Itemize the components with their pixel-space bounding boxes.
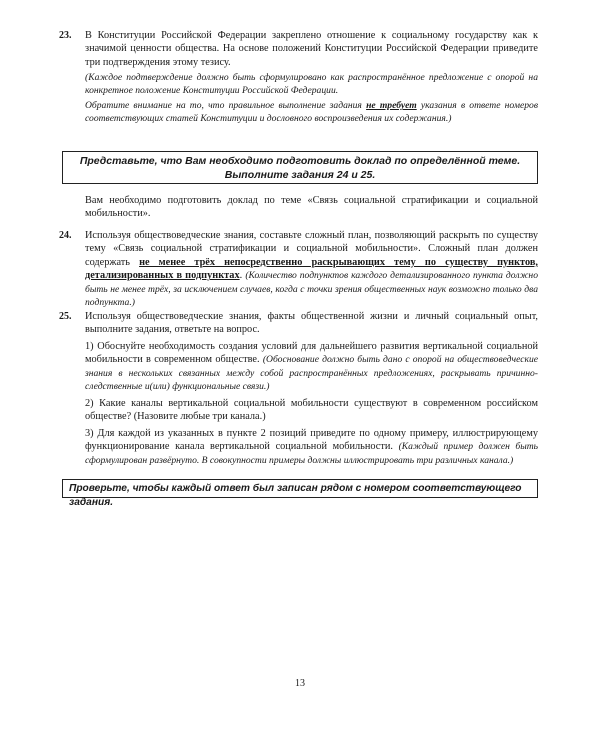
- task-25-item-1: 1) Обоснуйте необходимость создания условий для дальнейшего развития вертикальной социальной мобильности в современном обществе. (Обоснование должно быть дано с опорой на обществоведческие знания в нескольких связанных между собой распространённых предложениях, раскрывать причинно-следственные и(или) функциональные связи.): [85, 340, 539, 393]
- instruction-box: [62, 151, 538, 184]
- report-topic: [62, 194, 538, 224]
- task-24-number: 24.: [59, 230, 72, 241]
- task-23-attention: Обратите внимание на то, что правильное выполнение задания не требует указания в ответе номеров соответствующих статей Конституции и дословного воспроизведения их содержания.): [85, 100, 538, 124]
- task-24-text: Используя обществоведческие знания, составьте сложный план, позволяющий раскрыть по существу тему «Связь социальной стратификации и социальной мобильности». Сложный план должен содержать не менее трёх непосредственно раскрывающих тему по существу пунктов, детализированных в подпунктах. (Количество подпунктов каждого детализированного пункта должно быть не менее трёх, за исключением случаев, когда с точки зрения общественных наук возможно только два подпункта.): [85, 230, 538, 309]
- task-23-text: В Конституции Российской Федерации закреплено отношение к социальному государству как к значимой ценности общества. На основе положений Конституции Российской Федерации приведите три подтверждения этому тезису.: [85, 30, 538, 68]
- report-topic-text: Вам необходимо подготовить доклад по теме «Связь социальной стратификации и социальной мобильности».: [85, 195, 538, 220]
- task-23-note: (Каждое подтверждение должно быть сформулировано как распространённое предложение с опорой на конкретное положение Конституции Российской Федерации.: [85, 72, 538, 96]
- task-25-number: 25.: [59, 311, 72, 322]
- task-23-number: 23.: [59, 30, 72, 41]
- instruction-line-1: Представьте, что Вам необходимо подготовить доклад по определённой теме.: [79, 155, 521, 167]
- task-25-item-3-note: (Каждый пример должен быть сформулирован развёрнуто. В совокупности примеры должны иллюстрировать три различных канала.): [85, 441, 538, 466]
- task-24-requirement: не менее трёх непосредственно раскрывающих тему по существу пунктов, детализированных в подпунктах: [85, 256, 538, 282]
- task-23: [59, 29, 538, 129]
- task-25-item-3: 3) Для каждой из указанных в пункте 2 позиций приведите по одному примеру, иллюстрирующему функционирование канала вертикальной социальной мобильности. (Каждый пример должен быть сформулирован развёрнуто. В совокупности примеры должны иллюстрировать три различных канала.): [85, 427, 538, 466]
- page-number: 13: [295, 678, 305, 689]
- task-25-item-2: 2) Какие каналы вертикальной социальной мобильности существуют в современном российском обществе? (Назовите любые три канала.): [85, 398, 538, 423]
- emphasis-not-required: не требует: [366, 100, 417, 112]
- task-24: [59, 229, 538, 313]
- check-answers-box: Проверьте, чтобы каждый ответ был записан рядом с номером соответствующего задания.: [62, 479, 538, 498]
- task-24-note: (Количество подпунктов каждого детализированного пункта должно быть не менее трёх, за исключением случаев, когда с точки зрения общественных наук возможно только два подпункта.): [85, 270, 538, 309]
- task-25: [59, 310, 539, 470]
- task-25-item-1-note: (Обоснование должно быть дано с опорой на обществоведческие знания в нескольких связанных между собой распространённых предложениях, раскрывать причинно-следственные и(или) функциональные связи.): [85, 354, 539, 393]
- instruction-line-2: Выполните задания 24 и 25.: [224, 169, 376, 181]
- task-25-intro: Используя обществоведческие знания, факты общественной жизни и личный социальный опыт, выполните задания, ответьте на вопрос.: [85, 311, 538, 336]
